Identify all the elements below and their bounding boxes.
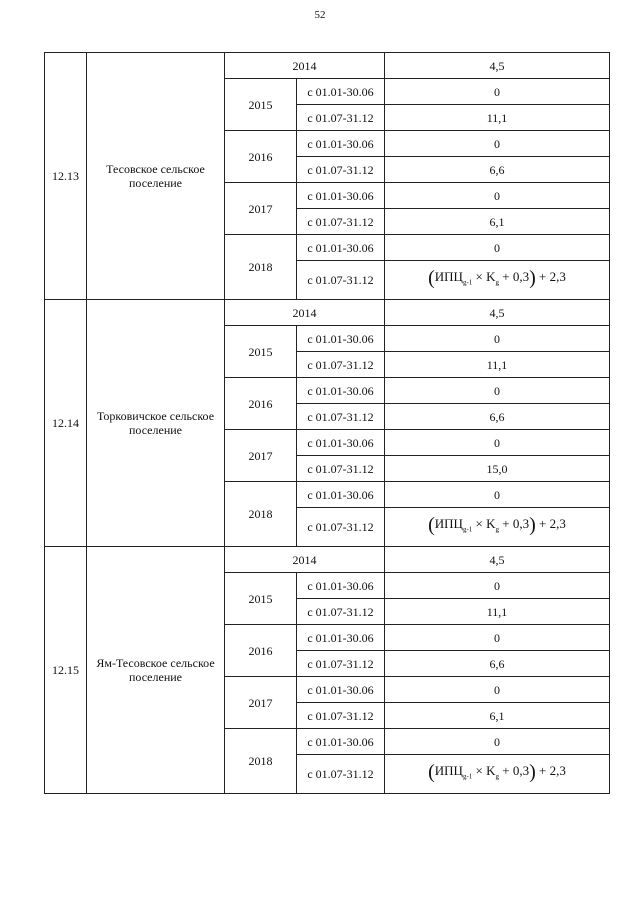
year-cell: 2014 <box>225 547 385 573</box>
value-cell: 6,6 <box>385 404 610 430</box>
settlement-name: Ям-Тесовское сельское поселение <box>87 547 225 794</box>
period-cell: с 01.07-31.12 <box>297 352 385 378</box>
period-cell: с 01.01-30.06 <box>297 235 385 261</box>
value-cell: 0 <box>385 235 610 261</box>
year-cell: 2017 <box>225 677 297 729</box>
period-cell: с 01.07-31.12 <box>297 755 385 794</box>
formula-k: K <box>486 516 496 532</box>
formula-plus-term: + 0,3 <box>502 269 530 285</box>
entry-number: 12.13 <box>45 53 87 300</box>
value-cell: 15,0 <box>385 456 610 482</box>
period-cell: с 01.01-30.06 <box>297 677 385 703</box>
value-cell: 0 <box>385 482 610 508</box>
value-cell: 11,1 <box>385 599 610 625</box>
formula-ipc: ИПЦ <box>434 763 463 779</box>
formula-open-paren: ( <box>428 514 435 537</box>
tariff-table <box>44 52 610 794</box>
formula-k-sub: g <box>495 772 500 781</box>
settlement-name: Тесовское сельское поселение <box>87 53 225 300</box>
year-cell: 2016 <box>225 131 297 183</box>
formula-ipc-sub: g-1 <box>462 278 473 287</box>
period-cell: с 01.01-30.06 <box>297 326 385 352</box>
formula-close-paren: ) <box>529 761 536 784</box>
value-cell: 0 <box>385 326 610 352</box>
period-cell: с 01.01-30.06 <box>297 573 385 599</box>
value-cell: 4,5 <box>385 300 610 326</box>
value-cell: 0 <box>385 378 610 404</box>
formula-times: × <box>475 763 483 779</box>
formula-open-paren: ( <box>428 761 435 784</box>
formula-cell <box>385 755 610 794</box>
period-cell: с 01.01-30.06 <box>297 378 385 404</box>
year-cell: 2018 <box>225 235 297 300</box>
year-cell: 2016 <box>225 625 297 677</box>
value-cell: 0 <box>385 625 610 651</box>
formula-open-paren: ( <box>428 267 435 290</box>
period-cell: с 01.07-31.12 <box>297 404 385 430</box>
period-cell: с 01.07-31.12 <box>297 651 385 677</box>
period-cell: с 01.07-31.12 <box>297 508 385 547</box>
period-cell: с 01.01-30.06 <box>297 625 385 651</box>
value-cell: 0 <box>385 79 610 105</box>
value-cell: 6,6 <box>385 157 610 183</box>
tariff-formula <box>428 514 566 537</box>
period-cell: с 01.07-31.12 <box>297 599 385 625</box>
formula-plus-term: + 0,3 <box>502 516 530 532</box>
year-cell: 2015 <box>225 573 297 625</box>
year-cell: 2018 <box>225 729 297 794</box>
page-number: 52 <box>314 9 326 21</box>
entry-number: 12.14 <box>45 300 87 547</box>
period-cell: с 01.07-31.12 <box>297 456 385 482</box>
value-cell: 11,1 <box>385 105 610 131</box>
tariff-formula <box>428 761 566 784</box>
formula-tail: + 2,3 <box>539 763 566 779</box>
formula-ipc-sub: g-1 <box>462 525 473 534</box>
value-cell: 0 <box>385 183 610 209</box>
formula-tail: + 2,3 <box>539 269 566 285</box>
value-cell: 11,1 <box>385 352 610 378</box>
value-cell: 0 <box>385 131 610 157</box>
value-cell: 0 <box>385 729 610 755</box>
year-cell: 2014 <box>225 53 385 79</box>
period-cell: с 01.01-30.06 <box>297 131 385 157</box>
period-cell: с 01.01-30.06 <box>297 430 385 456</box>
formula-ipc: ИПЦ <box>434 516 463 532</box>
value-cell: 0 <box>385 573 610 599</box>
period-cell: с 01.01-30.06 <box>297 482 385 508</box>
formula-close-paren: ) <box>529 514 536 537</box>
year-cell: 2015 <box>225 326 297 378</box>
table-row <box>45 300 610 326</box>
year-cell: 2015 <box>225 79 297 131</box>
formula-close-paren: ) <box>529 267 536 290</box>
table-row <box>45 547 610 573</box>
value-cell: 0 <box>385 677 610 703</box>
formula-cell <box>385 508 610 547</box>
period-cell: с 01.07-31.12 <box>297 157 385 183</box>
formula-k-sub: g <box>495 525 500 534</box>
period-cell: с 01.07-31.12 <box>297 105 385 131</box>
year-cell: 2017 <box>225 430 297 482</box>
settlement-name: Торковичское сельское поселение <box>87 300 225 547</box>
formula-ipc: ИПЦ <box>434 269 463 285</box>
period-cell: с 01.07-31.12 <box>297 261 385 300</box>
year-cell: 2014 <box>225 300 385 326</box>
entry-number: 12.15 <box>45 547 87 794</box>
value-cell: 6,1 <box>385 703 610 729</box>
formula-k: K <box>486 763 496 779</box>
period-cell: с 01.01-30.06 <box>297 729 385 755</box>
period-cell: с 01.07-31.12 <box>297 703 385 729</box>
formula-ipc-sub: g-1 <box>462 772 473 781</box>
formula-times: × <box>475 269 483 285</box>
year-cell: 2017 <box>225 183 297 235</box>
period-cell: с 01.01-30.06 <box>297 79 385 105</box>
formula-tail: + 2,3 <box>539 516 566 532</box>
year-cell: 2016 <box>225 378 297 430</box>
value-cell: 6,6 <box>385 651 610 677</box>
value-cell: 4,5 <box>385 53 610 79</box>
formula-plus-term: + 0,3 <box>502 763 530 779</box>
formula-cell <box>385 261 610 300</box>
tariff-formula <box>428 267 566 290</box>
year-cell: 2018 <box>225 482 297 547</box>
formula-times: × <box>475 516 483 532</box>
value-cell: 4,5 <box>385 547 610 573</box>
formula-k: K <box>486 269 496 285</box>
period-cell: с 01.07-31.12 <box>297 209 385 235</box>
value-cell: 6,1 <box>385 209 610 235</box>
formula-k-sub: g <box>495 278 500 287</box>
period-cell: с 01.01-30.06 <box>297 183 385 209</box>
value-cell: 0 <box>385 430 610 456</box>
table-row <box>45 53 610 79</box>
